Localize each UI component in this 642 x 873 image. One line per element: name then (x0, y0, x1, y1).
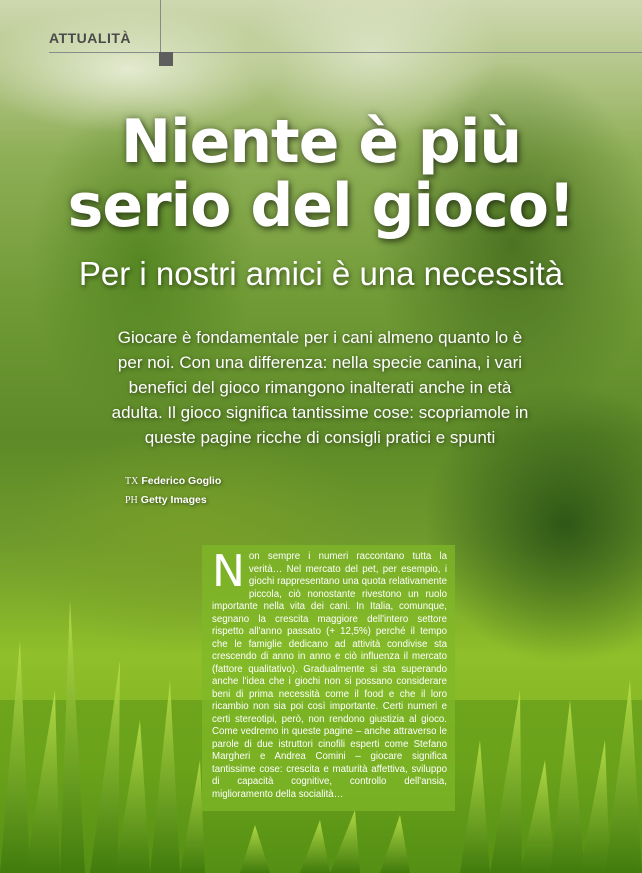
photo-credit-code: PH (125, 495, 138, 506)
article-intro: Giocare è fondamentale per i cani almeno quanto lo è per noi. Con una differenza: nella specie canina, i vari benefici del gioco rimangono inalterati anche in età adulta. Il gioco significa tantissime cose: scopriamole in queste pagine ricche di consigli pratici e spunti (111, 328, 529, 447)
header-rule-vertical (160, 0, 161, 52)
article-subtitle: Per i nostri amici è una necessità (78, 255, 564, 292)
credits (125, 472, 221, 510)
drop-cap: N (212, 546, 245, 597)
section-header (0, 0, 642, 60)
header-corner-square (159, 52, 173, 66)
article-body-text: on sempre i numeri raccontano tutta la verità… Nel mercato del pet, per esempio, i giochi rappresentano una quota relativamente piccola, ciò nonostante rivestono un ruolo importante nella vita dei cani. In Italia, comunque, segnano la crescita maggiore dell'intero settore rispetto all'anno passato (+ 12,5%) perché il tempo che le famiglie dedicano ad attività condivise sta crescendo di anno in anno e ciò influenza il mercato (fattore qualitativo). Gradualmente si sta superando anche l'idea che i giochi non si possano considerare beni di prima necessità come il food e che il loro ricambio non sia poi così importante. Certi numeri e certi stereotipi, però, non rendono giustizia al gioco. Come vedremo in queste pagine – anche attraverso le parole di due istruttori cinofili esperti come Stefano Margheri e Andrea Comini – giocare significa tantissime cose: crescita e maturità affettiva, sviluppo di capacità cognitive, controllo dell'ansia, miglioramento della socialità… (212, 551, 447, 800)
header-rule-horizontal (49, 52, 642, 53)
title-line-2: serio del gioco! (67, 171, 575, 241)
text-credit (125, 472, 221, 491)
photo-credit-author: Getty Images (140, 494, 207, 506)
article-body (212, 546, 447, 801)
photo-credit (125, 491, 221, 510)
article-title (0, 107, 642, 241)
text-credit-author: Federico Goglio (141, 475, 222, 487)
title-line-1: Niente è più (120, 107, 522, 177)
article-body-box (202, 545, 455, 811)
section-label: ATTUALITÀ (49, 30, 131, 46)
text-credit-code: TX (125, 476, 139, 487)
